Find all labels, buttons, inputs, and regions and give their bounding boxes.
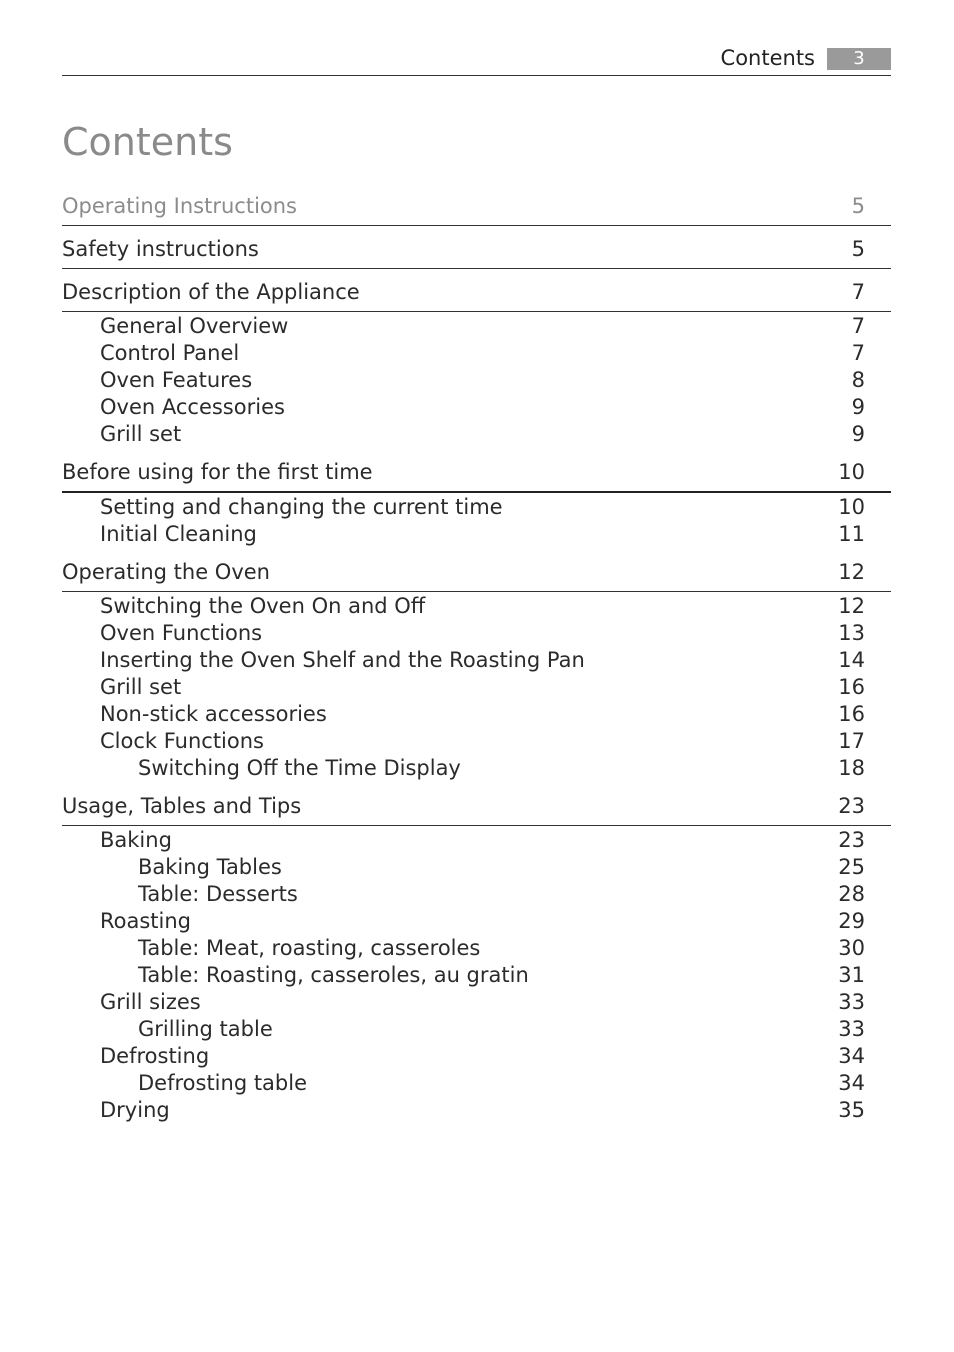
toc-entry[interactable] xyxy=(62,963,891,990)
toc-entry[interactable] xyxy=(62,756,891,783)
toc-entry-page: 7 xyxy=(851,341,865,365)
toc-entry-page: 12 xyxy=(838,594,865,618)
toc-entry-page: 34 xyxy=(838,1044,865,1068)
toc-entry[interactable] xyxy=(62,1071,891,1098)
toc-entry-label: Table: Meat, roasting, casseroles xyxy=(138,936,481,960)
toc-section-label: Description of the Appliance xyxy=(62,280,360,304)
toc-entry-page: 16 xyxy=(838,702,865,726)
toc-section-page: 23 xyxy=(838,794,865,818)
toc-entry-label: General Overview xyxy=(100,314,289,338)
toc-entry[interactable] xyxy=(62,828,891,855)
toc-section-heading[interactable] xyxy=(62,276,891,312)
table-of-contents xyxy=(62,190,891,1125)
toc-section-label: Usage, Tables and Tips xyxy=(62,794,302,818)
toc-item-list xyxy=(62,592,891,783)
toc-item-list xyxy=(62,493,891,549)
toc-entry-label: Oven Functions xyxy=(100,621,263,645)
toc-section-heading[interactable] xyxy=(62,790,891,826)
toc-entry[interactable] xyxy=(62,594,891,621)
toc-entry-page: 30 xyxy=(838,936,865,960)
toc-entry-label: Switching Off the Time Display xyxy=(138,756,461,780)
toc-section-page: 12 xyxy=(838,560,865,584)
toc-entry-page: 16 xyxy=(838,675,865,699)
toc-entry[interactable] xyxy=(62,621,891,648)
toc-entry-label: Grill set xyxy=(100,422,182,446)
toc-entry-page: 33 xyxy=(838,1017,865,1041)
toc-entry-label: Initial Cleaning xyxy=(100,522,257,546)
toc-entry-page: 8 xyxy=(851,368,865,392)
toc-entry[interactable] xyxy=(62,1017,891,1044)
toc-entry-page: 14 xyxy=(838,648,865,672)
toc-entry-label: Control Panel xyxy=(100,341,240,365)
toc-entry[interactable] xyxy=(62,1044,891,1071)
toc-section-heading[interactable] xyxy=(62,556,891,592)
toc-entry-label: Defrosting xyxy=(100,1044,210,1068)
toc-entry-label: Inserting the Oven Shelf and the Roasting Pan xyxy=(100,648,585,672)
toc-entry-page: 28 xyxy=(838,882,865,906)
toc-entry-label: Drying xyxy=(100,1098,170,1122)
toc-entry-page: 23 xyxy=(838,828,865,852)
toc-entry-label: Table: Desserts xyxy=(138,882,298,906)
header-page-number: 3 xyxy=(827,48,891,70)
toc-section-page: 5 xyxy=(851,237,865,261)
toc-entry-label: Oven Accessories xyxy=(100,395,285,419)
toc-entry[interactable] xyxy=(62,675,891,702)
toc-entry-page: 7 xyxy=(851,314,865,338)
toc-entry[interactable] xyxy=(62,936,891,963)
page-title: Contents xyxy=(62,120,233,164)
toc-entry-page: 13 xyxy=(838,621,865,645)
toc-section-label: Before using for the first time xyxy=(62,460,373,484)
toc-entry-page: 34 xyxy=(838,1071,865,1095)
running-header xyxy=(62,44,891,76)
toc-entry[interactable] xyxy=(62,341,891,368)
toc-entry-label: Grill set xyxy=(100,675,182,699)
toc-entry[interactable] xyxy=(62,855,891,882)
toc-section-heading[interactable] xyxy=(62,190,891,226)
toc-entry[interactable] xyxy=(62,522,891,549)
toc-entry-page: 25 xyxy=(838,855,865,879)
toc-item-list xyxy=(62,312,891,449)
toc-entry[interactable] xyxy=(62,495,891,522)
toc-entry[interactable] xyxy=(62,314,891,341)
toc-entry-page: 33 xyxy=(838,990,865,1014)
toc-entry[interactable] xyxy=(62,368,891,395)
toc-entry[interactable] xyxy=(62,422,891,449)
toc-section-heading[interactable] xyxy=(62,456,891,493)
toc-entry-page: 31 xyxy=(838,963,865,987)
toc-entry-label: Baking Tables xyxy=(138,855,282,879)
toc-entry-page: 29 xyxy=(838,909,865,933)
toc-entry-page: 18 xyxy=(838,756,865,780)
toc-entry-label: Setting and changing the current time xyxy=(100,495,503,519)
toc-entry[interactable] xyxy=(62,702,891,729)
toc-entry-page: 17 xyxy=(838,729,865,753)
toc-section-label: Operating Instructions xyxy=(62,194,297,218)
toc-entry-page: 9 xyxy=(851,395,865,419)
toc-entry-label: Switching the Oven On and Off xyxy=(100,594,426,618)
toc-section-page: 10 xyxy=(838,460,865,484)
toc-entry[interactable] xyxy=(62,648,891,675)
toc-entry-label: Non-stick accessories xyxy=(100,702,327,726)
toc-entry-label: Roasting xyxy=(100,909,192,933)
toc-entry[interactable] xyxy=(62,395,891,422)
toc-entry[interactable] xyxy=(62,909,891,936)
toc-entry[interactable] xyxy=(62,729,891,756)
toc-entry-page: 35 xyxy=(838,1098,865,1122)
toc-section-label: Operating the Oven xyxy=(62,560,270,584)
toc-entry-label: Defrosting table xyxy=(138,1071,308,1095)
toc-section-label: Safety instructions xyxy=(62,237,259,261)
toc-entry-page: 11 xyxy=(838,522,865,546)
toc-entry[interactable] xyxy=(62,882,891,909)
toc-entry-label: Baking xyxy=(100,828,172,852)
toc-entry-label: Table: Roasting, casseroles, au gratin xyxy=(138,963,529,987)
toc-entry-label: Grill sizes xyxy=(100,990,201,1014)
toc-entry[interactable] xyxy=(62,1098,891,1125)
toc-item-list xyxy=(62,826,891,1125)
toc-section-page: 7 xyxy=(851,280,865,304)
toc-section-page: 5 xyxy=(851,194,865,218)
toc-entry-label: Clock Functions xyxy=(100,729,264,753)
toc-entry-page: 9 xyxy=(851,422,865,446)
toc-entry[interactable] xyxy=(62,990,891,1017)
toc-entry-label: Oven Features xyxy=(100,368,253,392)
toc-entry-label: Grilling table xyxy=(138,1017,273,1041)
toc-section-heading[interactable] xyxy=(62,233,891,269)
toc-entry-page: 10 xyxy=(838,495,865,519)
header-section-title: Contents xyxy=(720,46,815,70)
